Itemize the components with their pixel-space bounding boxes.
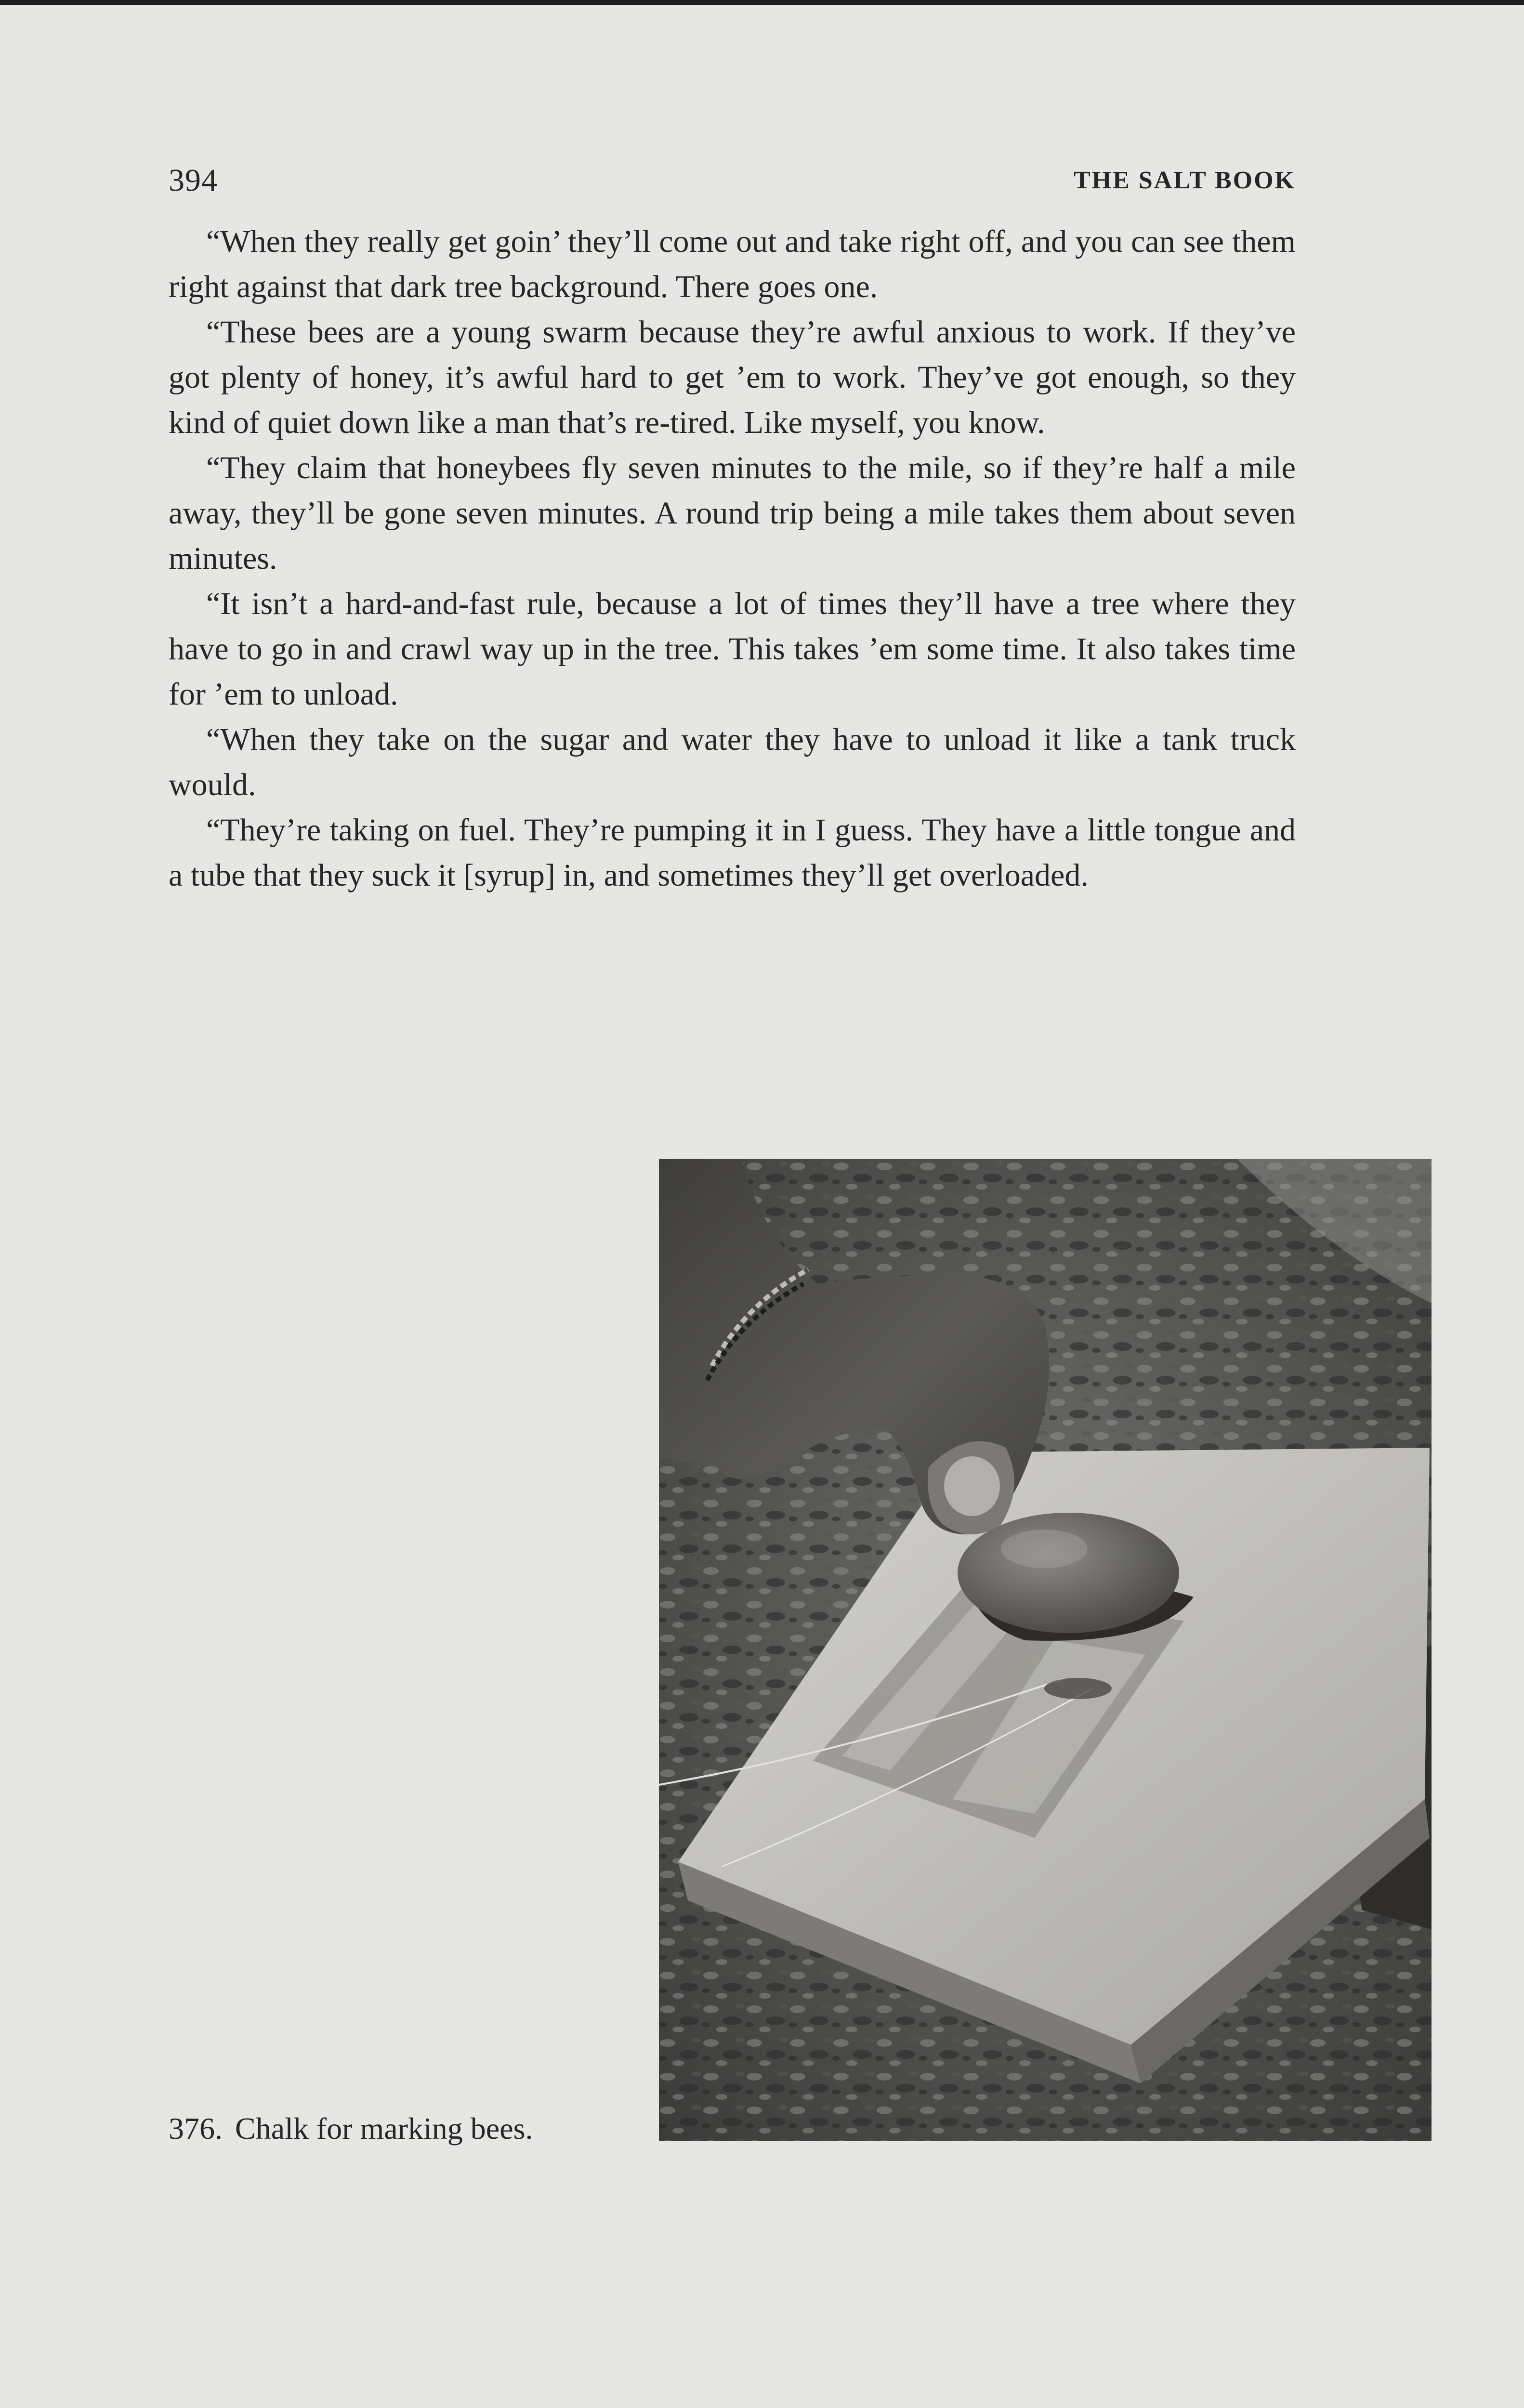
figure-number: 376. <box>169 2111 223 2146</box>
figure-caption <box>169 2107 650 2150</box>
page-top-edge <box>0 0 1524 5</box>
page-number: 394 <box>169 163 218 198</box>
photo-hand-holding-chalk-on-box <box>659 1159 1432 2141</box>
paragraph: “When they really get goin’ they’ll come out and take right off, and you can see them right against that dark tree background. There goes one. <box>169 224 1296 304</box>
body-text <box>169 219 1296 898</box>
paragraph: “They’re taking on fuel. They’re pumping it in I guess. They have a little tongue and a tube that they suck it [syrup] in, and sometimes they’ll get overloaded. <box>169 812 1296 893</box>
paragraph: “When they take on the sugar and water they have to unload it like a tank truck would. <box>169 722 1296 802</box>
running-head: THE SALT BOOK <box>1074 167 1296 194</box>
paragraph: “It isn’t a hard-and-fast rule, because a lot of times they’ll have a tree where they have to go in and crawl way up in the tree. This takes ’em some time. It also takes time for ’em to unload. <box>169 586 1296 712</box>
figure-photo <box>659 1159 1432 2141</box>
page-header <box>169 159 1296 202</box>
paragraph: “They claim that honeybees fly seven minutes to the mile, so if they’re half a mile away, they’ll be gone seven minutes. A round trip being a mile takes them about seven minutes. <box>169 450 1296 576</box>
caption-text: Chalk for marking bees. <box>235 2111 533 2146</box>
paragraph: “These bees are a young swarm because they’re awful anxious to work. If they’ve got plenty of honey, it’s awful hard to get ’em to work. They’ve got enough, so they kind of quiet down like a man that’s re-tired. Like myself, you know. <box>169 314 1296 440</box>
